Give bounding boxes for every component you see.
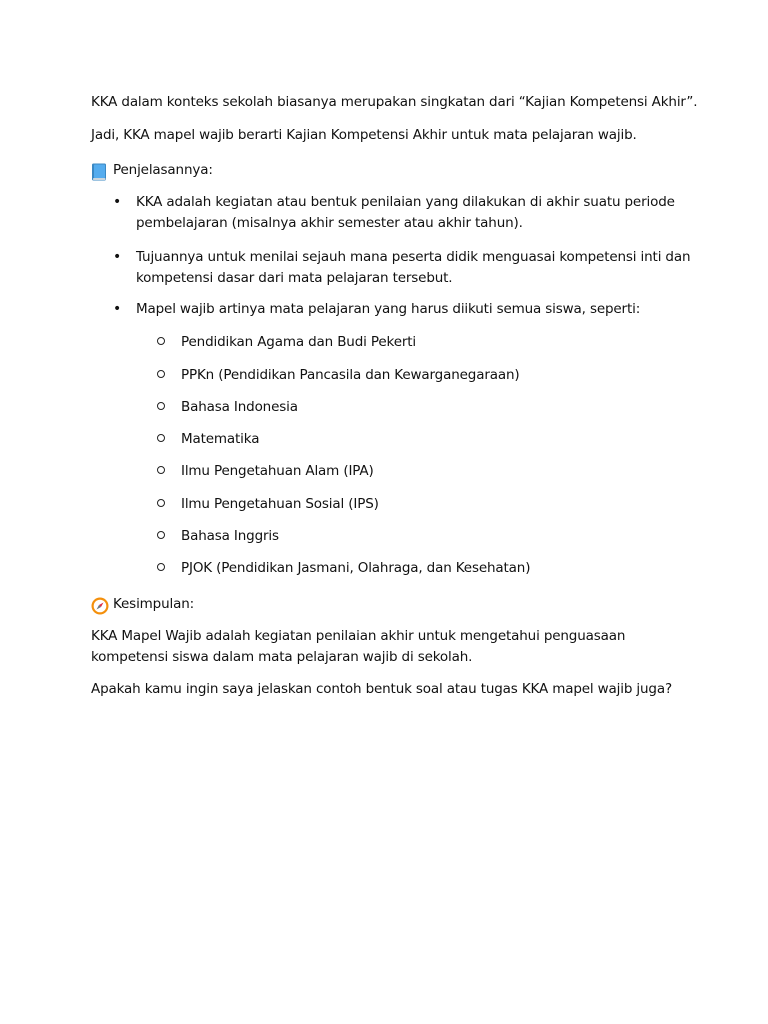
subject-name: PPKn (Pendidikan Pancasila dan Kewarganegaraan)	[181, 367, 520, 383]
subject-name: PJOK (Pendidikan Jasmani, Olahraga, dan Kesehatan)	[181, 560, 531, 576]
explanation-heading	[91, 160, 701, 181]
closing-question: Apakah kamu ingin saya jelaskan contoh bentuk soal atau tugas KKA mapel wajib juga?	[91, 681, 672, 697]
hollow-bullet-marker	[157, 370, 165, 378]
subject-name: Pendidikan Agama dan Budi Pekerti	[181, 334, 417, 350]
intro-paragraph-2: Jadi, KKA mapel wajib berarti Kajian Kompetensi Akhir untuk mata pelajaran wajib.	[91, 127, 637, 143]
list-item-text: Tujuannya untuk menilai sejauh mana peserta didik menguasai kompetensi inti dan kompetensi dasar dari mata pelajaran tersebut.	[136, 249, 691, 286]
bullet-marker: •	[113, 194, 122, 210]
hollow-bullet-marker	[157, 402, 165, 410]
subject-name: Matematika	[181, 431, 260, 447]
blue-book-icon	[91, 163, 107, 179]
conclusion-paragraph: KKA Mapel Wajib adalah kegiatan penilaian akhir untuk mengetahui penguasaan kompetensi siswa dalam mata pelajaran wajib di sekolah.	[91, 628, 626, 665]
compass-icon	[91, 597, 107, 613]
bullet-marker: •	[113, 301, 122, 317]
hollow-bullet-marker	[157, 466, 165, 474]
intro-paragraph-1: KKA dalam konteks sekolah biasanya merupakan singkatan dari “Kajian Kompetensi Akhir”.	[91, 94, 698, 110]
conclusion-heading	[91, 594, 701, 615]
subject-name: Ilmu Pengetahuan Sosial (IPS)	[181, 496, 379, 512]
list-item-text: KKA adalah kegiatan atau bentuk penilaian yang dilakukan di akhir suatu periode pembelajaran (misalnya akhir semester atau akhir tahun).	[136, 194, 675, 231]
hollow-bullet-marker	[157, 563, 165, 571]
hollow-bullet-marker	[157, 499, 165, 507]
hollow-bullet-marker	[157, 531, 165, 539]
bullet-marker: •	[113, 249, 122, 265]
subject-name: Bahasa Inggris	[181, 528, 279, 544]
list-item-text: Mapel wajib artinya mata pelajaran yang harus diikuti semua siswa, seperti:	[136, 301, 641, 317]
conclusion-heading-label: Kesimpulan:	[113, 596, 195, 612]
subject-name: Bahasa Indonesia	[181, 399, 298, 415]
hollow-bullet-marker	[157, 337, 165, 345]
explanation-heading-label: Penjelasannya:	[113, 162, 213, 178]
subject-name: Ilmu Pengetahuan Alam (IPA)	[181, 463, 374, 479]
hollow-bullet-marker	[157, 434, 165, 442]
